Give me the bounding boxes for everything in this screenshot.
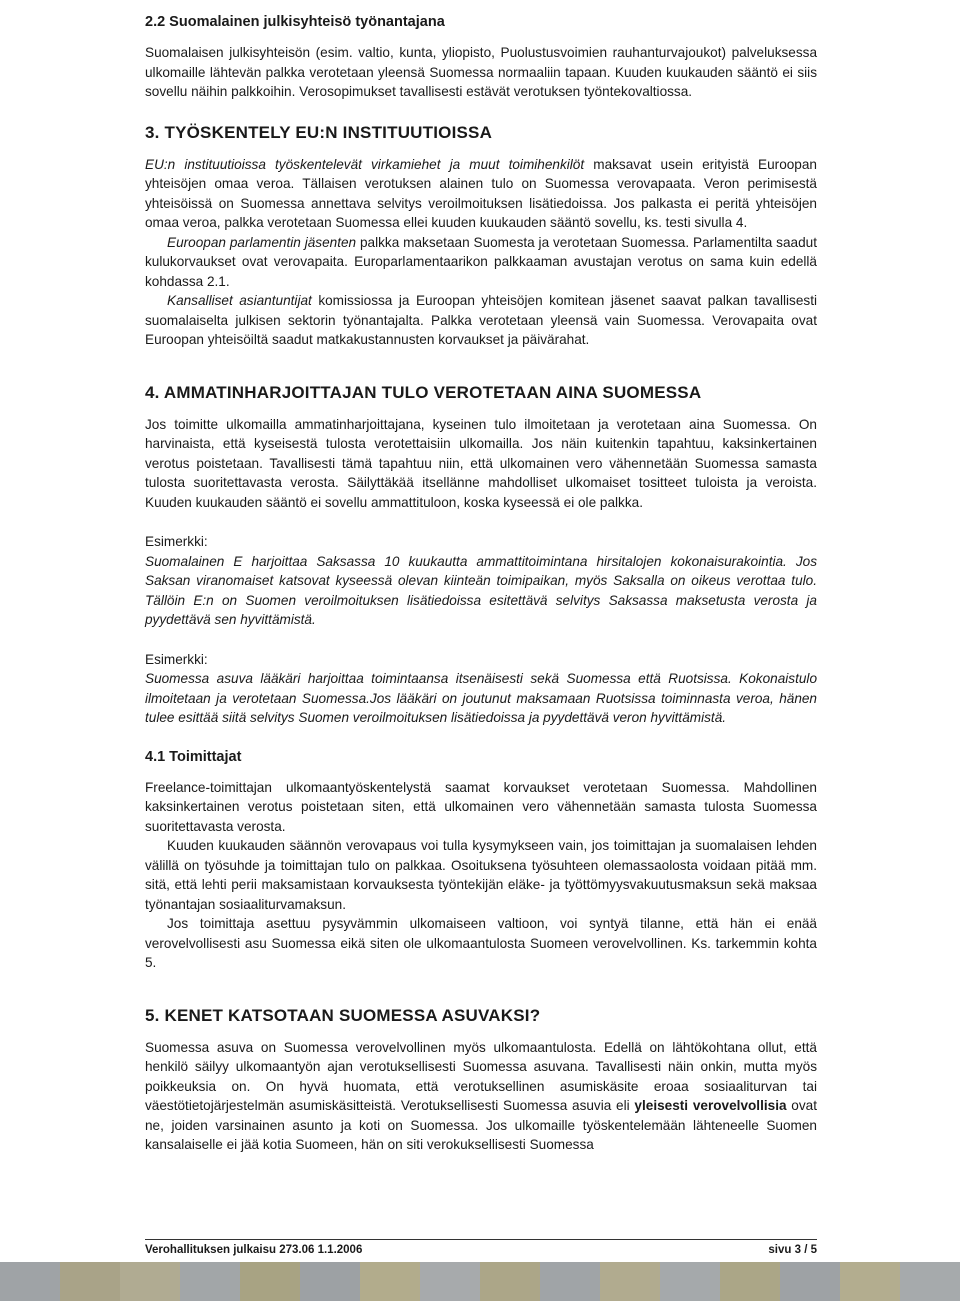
example-1-label: Esimerkki: xyxy=(145,534,208,549)
page-number: sivu 3 / 5 xyxy=(768,1244,817,1256)
example-2-label: Esimerkki: xyxy=(145,651,208,667)
section-4-heading: 4. AMMATINHARJOITTAJAN TULO VEROTETAAN AINA SUOMESSA xyxy=(145,382,702,402)
emphasis-eu-officials: EU:n instituutioissa työskentelevät virkamiehet ja muut toimihenkilöt xyxy=(145,156,585,172)
strip-cell xyxy=(300,1262,360,1301)
section-3-paragraph-2 xyxy=(145,233,817,292)
strip-cell xyxy=(720,1262,780,1301)
strip-cell xyxy=(360,1262,420,1301)
section-5-paragraph xyxy=(145,1038,817,1155)
strip-cell xyxy=(900,1262,960,1301)
strip-cell xyxy=(840,1262,900,1301)
strip-cell xyxy=(780,1262,840,1301)
section-4-1-paragraph-1: Freelance-toimittajan ulkomaantyöskentelystä saamat korvaukset verotetaan Suomessa. Mahdollinen kaksinkertainen verotus poistetaan siten, että ulkomainen vero vähennetään samasta tulosta Suomessa suoritettavasta verosta. xyxy=(145,779,817,834)
document-page xyxy=(145,13,817,1155)
section-3-paragraph-1 xyxy=(145,155,817,233)
section-4-1-paragraph-2: Kuuden kuukauden säännön verovapaus voi tulla kysymykseen vain, jos toimittajan ja suomalaisen lehden välillä on työsuhde ja toimittajan tulo on palkkaa. Osoituksena työsuhteen olemassaolosta voidaan pitää mm. sitä, että lehti perii maksamistaan korvauksesta työntekijän eläke- ja työttömyysvakuutusmaksun sekä maksaa työnantajan sosiaaliturvamaksun. xyxy=(145,838,817,912)
strip-cell xyxy=(660,1262,720,1301)
strip-cell xyxy=(540,1262,600,1301)
emphasis-parliament-members: Euroopan parlamentin jäsenten xyxy=(167,234,357,250)
section-3-paragraph-3-text: komissiossa ja Euroopan yhteisöjen komitean jäsenet saavat palkan tavallisesti suomalaiselta julkisen sektorin työnantajalta. Palkka verotetaan yleensä vain Suomessa. Verovapaita ovat Euroopan yhteisöiltä saadut matkakustannusten korvaukset ja päivärahat. xyxy=(145,293,817,347)
strip-cell xyxy=(0,1262,60,1301)
strip-cell xyxy=(180,1262,240,1301)
section-3-paragraph-2-text: palkka maksetaan Suomesta ja verotetaan Suomessa. Parlamentilta saadut kulukorvaukset ovat verovapaita. Europarlamentaarikon palkkaaman avustajan verotus on sama kuin edellä kohdassa 2.1. xyxy=(145,234,817,289)
decorative-bottom-strip xyxy=(0,1262,960,1301)
publication-info: Verohallituksen julkaisu 273.06 1.1.2006 xyxy=(145,1244,363,1256)
emphasis-national-experts: Kansalliset asiantuntijat xyxy=(167,293,312,308)
section-5-text-b: ovat ne, joiden varsinainen asunto ja koti on Suomessa. Jos ulkomaille työskentelemään lähteneelle Suomen kansalaiselle ei jää kotia Suomeen, hän on siti verokuksellisesti Suomessa xyxy=(145,1098,817,1152)
example-2-text: Suomessa asuva lääkäri harjoittaa toimintaansa itsenäisesti sekä Suomessa että Ruotsissa. Kokonaistulo ilmoitetaan ja verotetaan Suomessa.Jos lääkäri on joutunut maksamaan Ruotsissa toiminnasta veroa, hänen tulee esittää siitä selvitys Suomen veroilmoituksen lisätiedoissa ja pyydettävä veron hyvittämistä. xyxy=(145,671,817,725)
strip-cell xyxy=(240,1262,300,1301)
emphasis-general-tax-liability: yleisesti verovelvollisia xyxy=(634,1098,787,1113)
page-footer xyxy=(145,1239,817,1256)
strip-cell xyxy=(60,1262,120,1301)
section-5-heading: 5. KENET KATSOTAAN SUOMESSA ASUVAKSI? xyxy=(145,1005,541,1025)
example-1-text: Suomalainen E harjoittaa Saksassa 10 kuukautta ammattitoimintana hirsitalojen kokonaisurakointia. Jos Saksan viranomaiset katsovat kyseessä olevan kiinteän toimipaikan, myös Saksalla on oikeus verottaa tulo. Tällöin E:n on Suomen veroilmoituksen lisätiedoissa esitettävä selvitys Saksassa maksetusta verosta ja pyydettävä sen hyvittämistä. xyxy=(145,553,817,627)
strip-cell xyxy=(120,1262,180,1301)
strip-cell xyxy=(600,1262,660,1301)
strip-cell xyxy=(480,1262,540,1301)
section-4-1-paragraph-3: Jos toimittaja asettuu pysyvämmin ulkomaiseen valtioon, voi syntyä tilanne, että hän ei enää verovelvollisesti asu Suomessa eikä siten ole ulkomaantulosta Suomeen verovelvollinen. Ks. tarkemmin kohta 5. xyxy=(145,916,817,970)
section-3-paragraph-3 xyxy=(145,291,817,350)
section-2-2-paragraph: Suomalaisen julkisyhteisön (esim. valtio, kunta, yliopisto, Puolustusvoimien rauhanturvajoukot) palveluksessa ulkomaille lähtevän palkka verotetaan yleensä Suomessa normaaliin tapaan. Kuuden kuukauden sääntö ei siis sovellu näihin palkkoihin. Verosopimukset tavallisesti estävät verotuksen työntekovaltiossa. xyxy=(145,45,817,99)
strip-cell xyxy=(420,1262,480,1301)
section-4-paragraph: Jos toimitte ulkomailla ammatinharjoittajana, kyseinen tulo ilmoitetaan ja verotetaan aina Suomessa. On harvinaista, että kyseisestä tulosta verotettaisiin ulkomailla. Jos näin kuitenkin tapahtuu, kaksinkertainen verotus poistetaan. Tavallisesti tämä tapahtuu niin, että ulkomainen vero vähennetään Suomessa samasta tulosta suoritettavasta verosta. Säilyttäkää itsellänne mahdolliset ulkomaiset tositteet tuloista ja veroista. Kuuden kuukauden sääntö ei sovellu ammattituloon, koska kyseessä ei ole palkka. xyxy=(145,416,817,510)
section-3-heading: 3. TYÖSKENTELY EU:N INSTITUUTIOISSA xyxy=(145,122,493,142)
section-3-paragraph-1-text: maksavat usein erityistä Euroopan yhteisöjen omaa veroa. Tällaisen verotuksen alainen tulo on Suomessa verovapaata. Veron perimisestä yhteisöissä on Suomessa annettava selvitys veroilmoituksen lisätiedoissa. Jos palkasta ei peritä yhteisöjen omaa veroa, palkka verotetaan Suomessa ellei kuuden kuukauden sääntö sovellu, ks. testi sivulla 4. xyxy=(145,156,817,230)
section-5-text-a: Suomessa asuva on Suomessa verovelvollinen myös ulkomaantulosta. Edellä on lähtökohtana ollut, että henkilö säilyy ulkomaantyön ajan verotuksellisesti Suomessa asuvana. Tavallisesti näin onkin, mutta myös poikkeuksia on. On hyvä huomata, että verotuksellinen asumiskäsite eroaa sosiaaliturvan tai väestötietojärjestelmän asumiskäsitteistä. Verotuksellisesti Suomessa asuvia eli xyxy=(145,1039,817,1113)
section-2-2-heading: 2.2 Suomalainen julkisyhteisö työnantajana xyxy=(145,14,445,30)
section-4-1-heading: 4.1 Toimittajat xyxy=(145,748,242,765)
